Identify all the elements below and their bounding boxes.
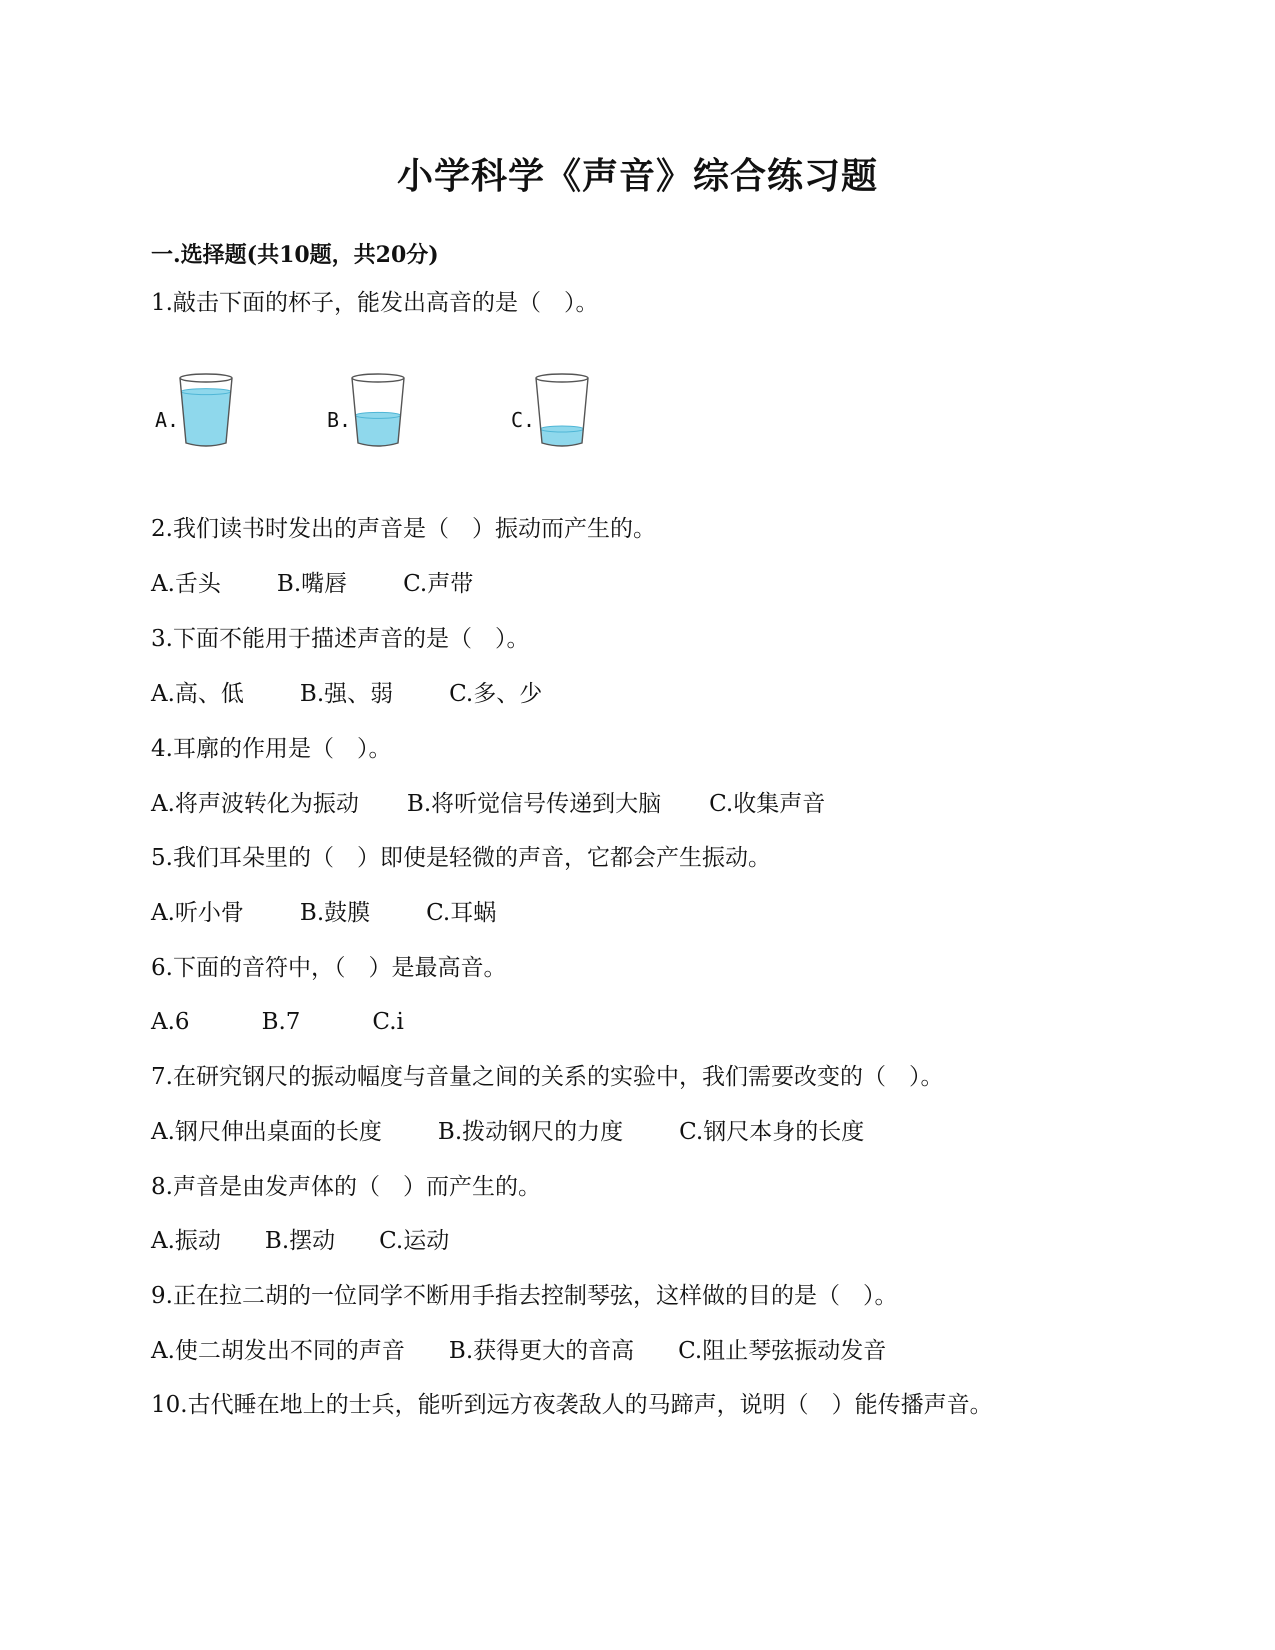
water-surface	[541, 426, 584, 432]
option-b: B.将听觉信号传递到大脑	[406, 791, 662, 817]
option-b: B.获得更大的音高	[448, 1338, 635, 1364]
cup-label: A.	[155, 408, 180, 432]
option-a: A.舌头	[151, 571, 221, 597]
glass-rim	[536, 374, 588, 382]
question-1: 1.敲击下面的杯子，能发出高音的是（ ）。	[151, 290, 599, 316]
question-5: 5.我们耳朵里的（ ）即使是轻微的声音，它都会产生振动。	[151, 845, 771, 871]
option-a: A.钢尺伸出桌面的长度	[151, 1119, 382, 1145]
water-surface	[355, 412, 400, 418]
section-heading: 一.选择题(共10题，共20分)	[151, 242, 439, 268]
cup-icon	[349, 372, 407, 452]
option-b: B.拨动钢尺的力度	[437, 1119, 624, 1145]
option-c: C.运动	[379, 1228, 450, 1254]
option-b: B.强、弱	[299, 681, 394, 707]
question-9: 9.正在拉二胡的一位同学不断用手指去控制琴弦，这样做的目的是（ ）。	[151, 1283, 898, 1309]
cup-label: B.	[327, 408, 352, 432]
question-6: 6.下面的音符中，（ ）是最高音。	[151, 955, 507, 981]
options-6	[151, 1007, 404, 1037]
cup-icon	[177, 372, 235, 452]
options-2	[151, 569, 473, 599]
question-7: 7.在研究钢尺的振动幅度与音量之间的关系的实验中，我们需要改变的（ ）。	[151, 1064, 944, 1090]
option-a: A.振动	[151, 1228, 221, 1254]
glass-rim	[352, 374, 404, 382]
option-a: A.6	[151, 1009, 190, 1035]
option-a: A.将声波转化为振动	[151, 791, 359, 817]
options-8	[151, 1226, 449, 1256]
question-2: 2.我们读书时发出的声音是（ ）振动而产生的。	[151, 516, 656, 542]
option-c: C.i	[372, 1009, 404, 1035]
cup-icon	[533, 372, 591, 452]
options-5	[151, 898, 496, 928]
option-c: C.耳蜗	[426, 900, 497, 926]
water-fill	[181, 392, 231, 446]
option-c: C.声带	[403, 571, 474, 597]
options-3	[151, 679, 542, 709]
water-fill	[355, 415, 400, 446]
option-b: B.摆动	[264, 1228, 336, 1254]
question-3: 3.下面不能用于描述声音的是（ ）。	[151, 626, 530, 652]
glass-rim	[180, 374, 232, 382]
options-4	[151, 789, 825, 819]
option-c: C.钢尺本身的长度	[679, 1119, 865, 1145]
option-a: A.使二胡发出不同的声音	[151, 1338, 405, 1364]
question-4: 4.耳廓的作用是（ ）。	[151, 736, 392, 762]
cup-figure	[155, 372, 675, 482]
option-c: C.阻止琴弦振动发音	[678, 1338, 887, 1364]
options-7	[151, 1117, 864, 1147]
option-b: B.嘴唇	[276, 571, 348, 597]
page-title: 小学科学《声音》综合练习题	[396, 155, 878, 197]
option-a: A.听小骨	[151, 900, 244, 926]
water-surface	[181, 389, 231, 395]
option-a: A.高、低	[151, 681, 244, 707]
question-8: 8.声音是由发声体的（ ）而产生的。	[151, 1174, 541, 1200]
option-b: B.鼓膜	[299, 900, 371, 926]
options-9	[151, 1336, 886, 1366]
question-10: 10.古代睡在地上的士兵，能听到远方夜袭敌人的马蹄声，说明（ ）能传播声音。	[151, 1392, 993, 1418]
option-c: C.多、少	[449, 681, 543, 707]
option-b: B.7	[261, 1009, 301, 1035]
option-c: C.收集声音	[709, 791, 826, 817]
cup-label: C.	[511, 408, 536, 432]
